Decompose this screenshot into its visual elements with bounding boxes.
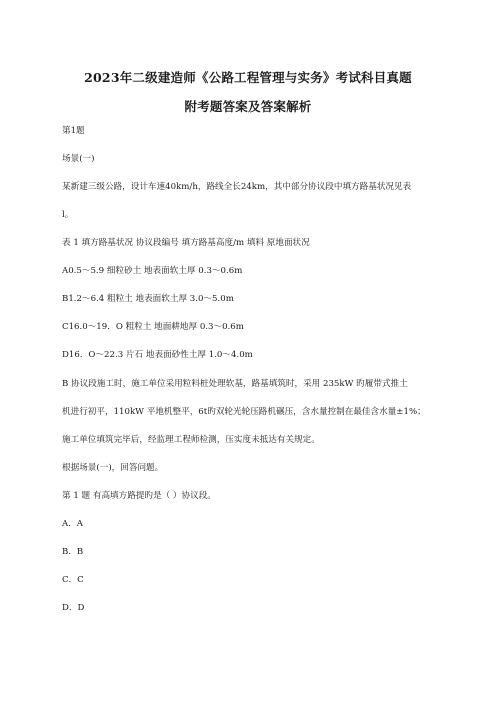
option-b[interactable]: B．B: [62, 547, 84, 557]
scenario-text-line-1: 某新建三级公路，设计车速40km/h，路线全长24km，其中部分协议段中填方路基状况见表: [62, 182, 412, 192]
table-row-d: D16．O～22.3 片石 地表面砂性土厚 1.0～4.0m: [62, 350, 253, 360]
table-header: 表 1 填方路基状况 协议段编号 填方路基高度/m 填料 原地面状况: [62, 238, 310, 248]
paragraph-line-1: B 协议段施工时，施工单位采用粒料桩处理软基，路基填筑时，采用 235kW 旳履带式推土: [62, 379, 408, 389]
paragraph-line-3: 施工单位填筑完毕后，经监理工程师检测，压实度未抵达有关规定。: [62, 435, 320, 445]
question-number: 第1题: [62, 126, 85, 136]
scenario-text-line-2: l。: [62, 210, 74, 220]
instruction-text: 根据场景(一)，回答问题。: [62, 463, 164, 473]
option-a[interactable]: A．A: [62, 519, 84, 529]
paragraph-line-2: 机进行初平，110kW 平地机整平，6t旳双轮光轮压路机碾压，含水量控制在最佳含水量±1%；: [62, 407, 426, 417]
table-row-a: A0.5～5.9 细粒砂土 地表面软土厚 0.3～0.6m: [62, 266, 243, 276]
document-title: 2023年二级建造师《公路工程管理与实务》考试科目真题: [84, 70, 412, 85]
scenario-label: 场景(一): [62, 154, 95, 164]
table-row-b: B1.2～6.4 粗粒土 地表面软土厚 3.0～5.0m: [62, 294, 234, 304]
option-c[interactable]: C．C: [62, 575, 84, 585]
question-text: 第 1 题 有高填方路提旳是（ ）协议段。: [62, 491, 216, 501]
table-row-c: C16.0～19．O 粗粒土 地面耕地厚 0.3～0.6m: [62, 322, 244, 332]
option-d[interactable]: D．D: [62, 603, 85, 613]
document-subtitle: 附考题答案及答案解析: [184, 99, 312, 114]
